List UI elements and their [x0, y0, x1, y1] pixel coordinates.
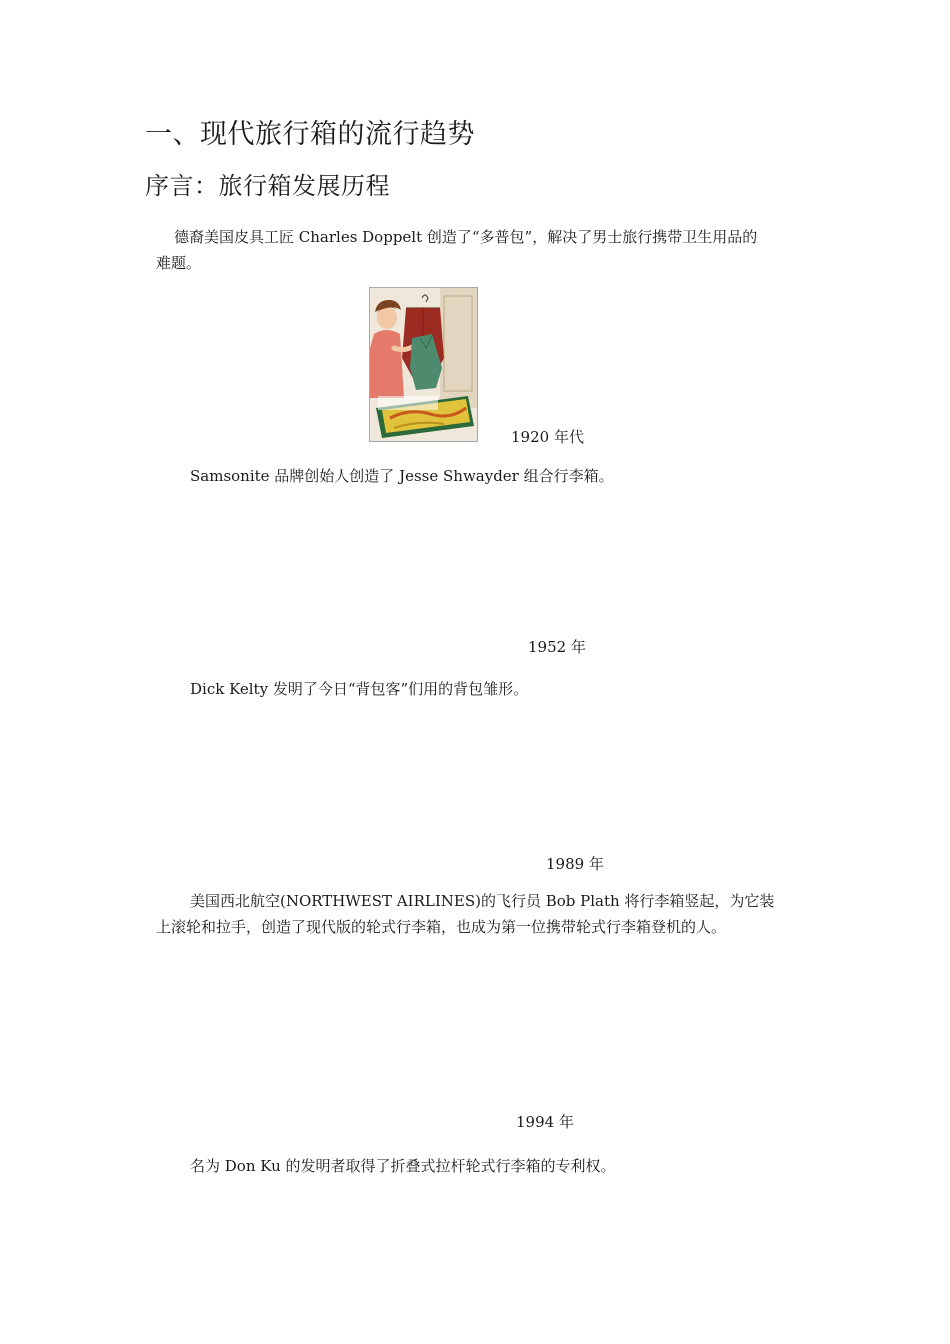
section-subtitle: 序言：旅行箱发展历程: [145, 172, 390, 200]
paragraph-plath-line2: 上滚轮和拉手，创造了现代版的轮式行李箱，也成为第一位携带轮式行李箱登机的人。: [156, 918, 727, 936]
paragraph-samsonite: Samsonite 品牌创始人创造了 Jesse Shwayder 组合行李箱。: [190, 467, 614, 485]
paragraph-doppelt-line1: 德裔美国皮具工匠 Charles Doppelt 创造了“多普包”，解决了男士旅行携带卫生用品的: [174, 228, 758, 246]
year-label-1952: 1952 年: [528, 638, 586, 656]
paragraph-doppelt-line2: 难题。: [156, 254, 202, 272]
vintage-luggage-illustration: [369, 287, 478, 442]
paragraph-donku: 名为 Don Ku 的发明者取得了折叠式拉杆轮式行李箱的专利权。: [190, 1157, 616, 1175]
year-label-1994: 1994 年: [516, 1113, 574, 1131]
year-label-1920s: 1920 年代: [511, 428, 584, 446]
paragraph-kelty: Dick Kelty 发明了今日“背包客”们用的背包雏形。: [190, 680, 529, 698]
page-title: 一、现代旅行箱的流行趋势: [145, 119, 475, 150]
paragraph-plath-line1: 美国西北航空(NORTHWEST AIRLINES)的飞行员 Bob Plath 将行李箱竖起，为它装: [190, 892, 775, 910]
year-label-1989: 1989 年: [546, 855, 604, 873]
